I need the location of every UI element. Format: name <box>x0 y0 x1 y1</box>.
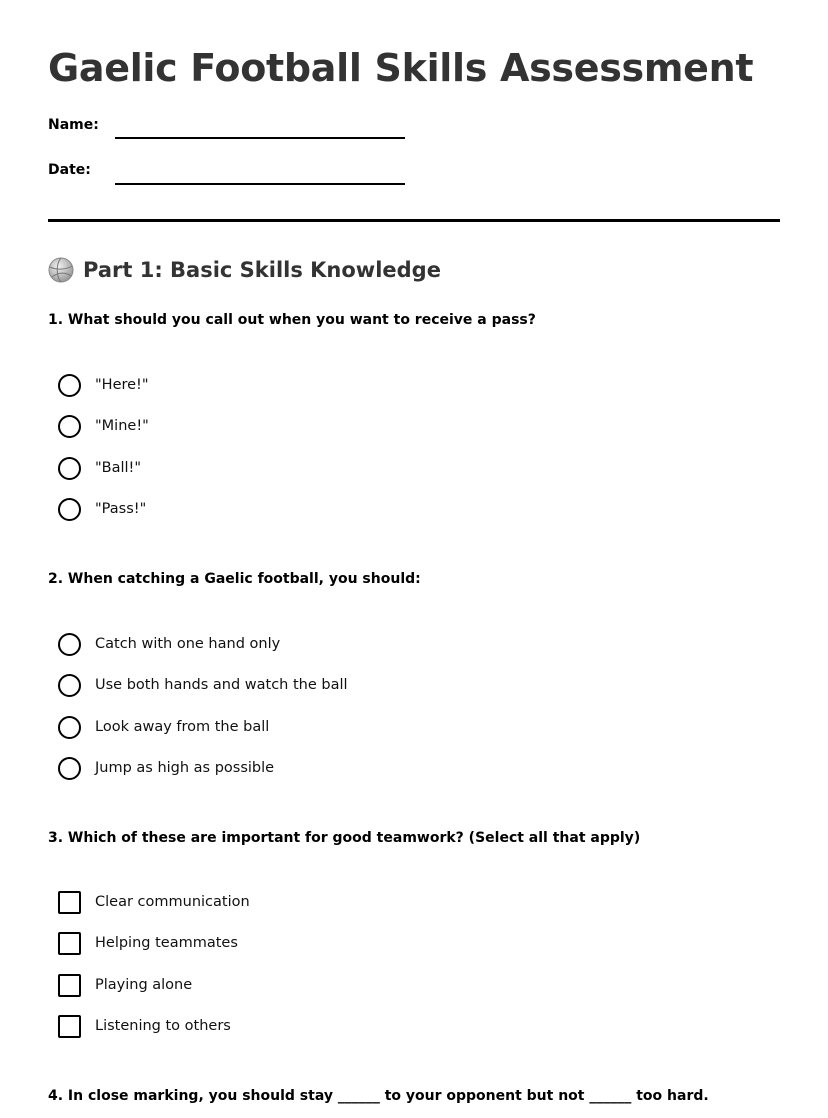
radio-button[interactable] <box>58 757 81 780</box>
question-2-option-3[interactable] <box>58 715 269 739</box>
question-3-option-2[interactable] <box>58 931 238 955</box>
question-1: 1. What should you call out when you want to receive a pass? <box>48 312 536 328</box>
option-label: Listening to others <box>95 1018 231 1034</box>
section-heading <box>48 257 441 283</box>
radio-button[interactable] <box>58 716 81 739</box>
option-label: "Pass!" <box>95 501 147 517</box>
section-heading-text: Part 1: Basic Skills Knowledge <box>83 258 441 282</box>
ball-icon <box>48 257 74 283</box>
question-1-option-3[interactable] <box>58 456 141 480</box>
question-3-option-4[interactable] <box>58 1014 231 1038</box>
radio-button[interactable] <box>58 374 81 397</box>
option-label: "Mine!" <box>95 418 149 434</box>
checkbox[interactable] <box>58 974 81 997</box>
radio-button[interactable] <box>58 457 81 480</box>
radio-button[interactable] <box>58 415 81 438</box>
checkbox[interactable] <box>58 891 81 914</box>
option-label: Look away from the ball <box>95 719 270 735</box>
option-label: Use both hands and watch the ball <box>95 677 348 693</box>
option-label: Clear communication <box>95 894 250 910</box>
question-3-option-1[interactable] <box>58 890 250 914</box>
question-3: 3. Which of these are important for good teamwork? (Select all that apply) <box>48 830 641 846</box>
name-field[interactable] <box>115 137 405 139</box>
header-divider <box>48 219 780 222</box>
question-1-option-1[interactable] <box>58 373 149 397</box>
option-label: "Here!" <box>95 377 149 393</box>
question-2-option-1[interactable] <box>58 632 280 656</box>
question-3-option-3[interactable] <box>58 973 192 997</box>
option-label: Catch with one hand only <box>95 636 281 652</box>
page-title: Gaelic Football Skills Assessment <box>48 46 754 90</box>
option-label: "Ball!" <box>95 460 142 476</box>
checkbox[interactable] <box>58 1015 81 1038</box>
option-label: Helping teammates <box>95 935 238 951</box>
question-1-option-4[interactable] <box>58 497 146 521</box>
name-label: Name: <box>48 117 99 133</box>
option-label: Jump as high as possible <box>95 760 275 776</box>
question-2-option-2[interactable] <box>58 673 348 697</box>
radio-button[interactable] <box>58 633 81 656</box>
question-2: 2. When catching a Gaelic football, you should: <box>48 571 421 587</box>
radio-button[interactable] <box>58 674 81 697</box>
checkbox[interactable] <box>58 932 81 955</box>
option-label: Playing alone <box>95 977 193 993</box>
date-field[interactable] <box>115 183 405 185</box>
radio-button[interactable] <box>58 498 81 521</box>
question-4: 4. In close marking, you should stay ______ to your opponent but not ______ too hard. <box>48 1088 709 1104</box>
date-label: Date: <box>48 162 91 178</box>
question-2-option-4[interactable] <box>58 756 274 780</box>
question-1-option-2[interactable] <box>58 414 149 438</box>
